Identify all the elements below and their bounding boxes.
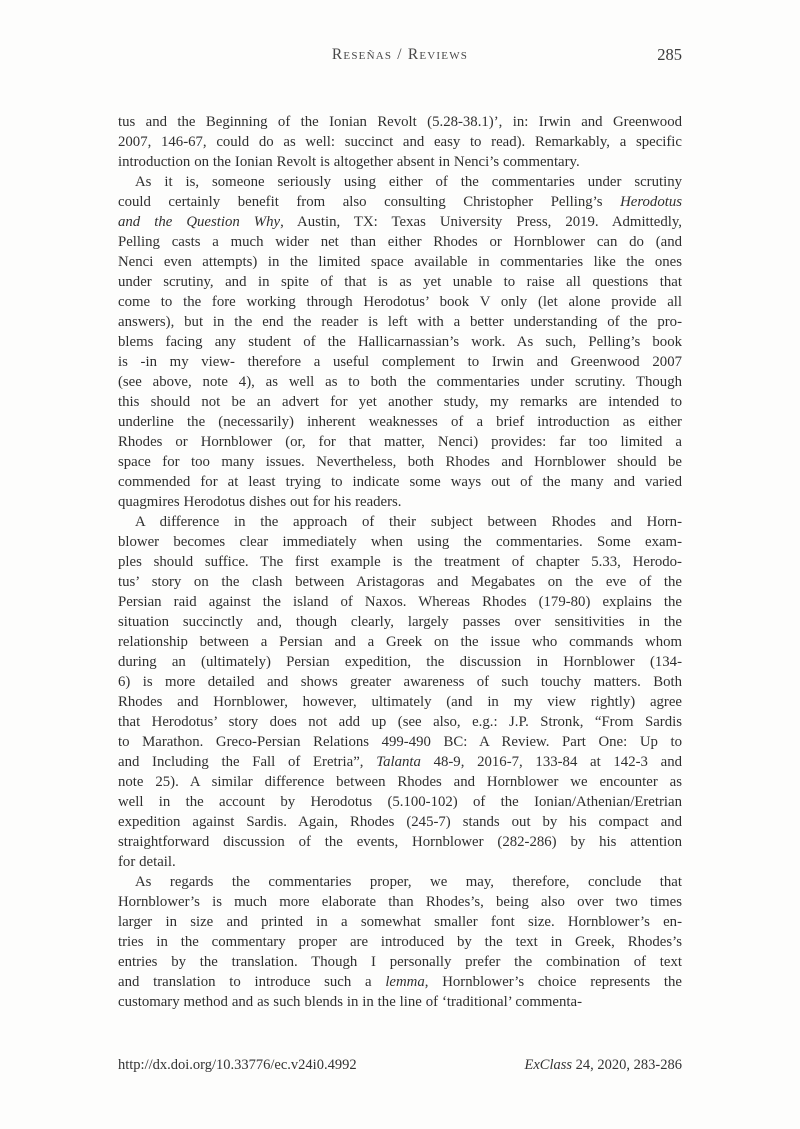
text-segment: 6) is more detailed and shows greater awareness of such touchy matters. Both [118,674,682,690]
text-line [118,572,682,592]
text-line [118,352,682,372]
text-segment: introduction on the Ionian Revolt is altogether absent in Nenci’s commentary. [118,154,580,170]
text-segment: 2007, 146-67, could do as well: succinct and easy to read). Remarkably, a specific [118,134,682,150]
text-line [118,952,682,972]
text-line [118,712,682,732]
text-line [118,892,682,912]
text-segment: this should not be an advert for yet another study, my remarks are intended to [118,394,682,410]
text-line [118,212,682,232]
text-segment: space for too many issues. Nevertheless, both Rhodes and Hornblower should be [118,454,682,470]
paragraph [118,872,682,1012]
paragraph [118,512,682,872]
text-segment: ples should suffice. The first example is the treatment of chapter 5.33, Herodo- [118,554,682,570]
paragraph [118,172,682,512]
text-line [118,932,682,952]
text-line [118,292,682,312]
text-segment: As regards the commentaries proper, we may, therefore, conclude that [135,874,682,890]
text-segment: commended for at least trying to indicate some ways out of the many and varied [118,474,682,490]
text-segment: relationship between a Persian and a Greek on the issue who commands whom [118,634,682,650]
text-segment: Pelling casts a much wider net than either Rhodes or Hornblower can do (and [118,234,682,250]
text-segment: (see above, note 4), as well as to both the commentaries under scrutiny. Though [118,374,682,390]
text-line [118,652,682,672]
doi-text: http://dx.doi.org/10.33776/ec.v24i0.4992 [118,1057,357,1073]
text-line [118,332,682,352]
text-line [118,592,682,612]
italic-text: and the Question Why [118,214,281,230]
text-segment: blower becomes clear immediately when using the commentaries. Some exam- [118,534,682,550]
italic-text: lemma [385,974,425,990]
text-segment: during an (ultimately) Persian expedition, the discussion in Hornblower (134- [118,654,682,670]
text-line [118,972,682,992]
text-line [118,372,682,392]
text-segment: 48-9, 2016-7, 133-84 at 142-3 and [420,754,682,770]
text-line [118,192,682,212]
text-line [118,792,682,812]
text-line [118,452,682,472]
italic-text: Herodotus [620,194,682,210]
text-line [118,472,682,492]
text-segment: situation succinctly and, though clearly, largely passes over sensitivities in the [118,614,682,630]
italic-text: Talanta [376,754,421,770]
text-segment: under scrutiny, and in spite of that is as yet unable to raise all questions that [118,274,682,290]
body-text [118,112,682,1012]
text-line [118,812,682,832]
text-segment: expedition against Sardis. Again, Rhodes (245-7) stands out by his compact and [118,814,682,830]
text-segment: and Including the Fall of Eretria”, [118,754,377,770]
text-segment: , Hornblower’s choice represents the [424,974,682,990]
text-line [118,832,682,852]
text-line [118,512,682,532]
text-segment: well in the account by Herodotus (5.100-102) of the Ionian/Athenian/Eretrian [118,794,682,810]
text-segment: straightforward discussion of the events, Hornblower (282-286) by his attention [118,834,682,850]
text-line [118,532,682,552]
text-line [118,632,682,652]
text-segment: tries in the commentary proper are introduced by the text in Greek, Rhodes’s [118,934,682,950]
text-segment: is -in my view- therefore a useful complement to Irwin and Greenwood 2007 [118,354,682,370]
text-segment: tus’ story on the clash between Aristagoras and Megabates on the eve of the [118,574,682,590]
text-segment: for detail. [118,854,176,870]
text-line [118,672,682,692]
text-line [118,912,682,932]
text-line [118,852,682,872]
text-line [118,252,682,272]
text-segment: Rhodes and Hornblower, however, ultimately (and in my view rightly) agree [118,694,682,710]
text-segment: entries by the translation. Though I personally prefer the combination of text [118,954,682,970]
text-line [118,112,682,132]
text-segment: could certainly benefit from also consulting Christopher Pelling’s [118,194,621,210]
text-line [118,232,682,252]
paragraph [118,112,682,172]
text-line [118,992,682,1012]
page-footer [118,1057,682,1074]
page-number: 285 [657,45,682,64]
text-segment: customary method and as such blends in in the line of ‘traditional’ commenta- [118,994,582,1010]
text-line [118,552,682,572]
text-segment: to Marathon. Greco-Persian Relations 499-490 BC: A Review. Part One: Up to [118,734,682,750]
text-line [118,412,682,432]
text-segment: 24, 2020, 283-286 [572,1057,682,1073]
text-line [118,492,682,512]
text-segment: underline the (necessarily) inherent weaknesses of a brief introduction as either [118,414,682,430]
text-segment: larger in size and printed in a somewhat smaller font size. Hornblower’s en- [118,914,682,930]
text-line [118,772,682,792]
text-segment: Nenci even attempts) in the limited space available in commentaries like the ones [118,254,682,270]
text-segment: answers), but in the end the reader is left with a better understanding of the pro- [118,314,682,330]
text-line [118,692,682,712]
text-segment: As it is, someone seriously using either of the commentaries under scrutiny [135,174,682,190]
text-segment: quagmires Herodotus dishes out for his readers. [118,494,402,510]
text-line [118,272,682,292]
section-title: Reseñas / Reviews [331,46,469,63]
text-line [118,312,682,332]
text-segment: Persian raid against the island of Naxos. Whereas Rhodes (179-80) explains the [118,594,682,610]
text-segment: Rhodes or Hornblower (or, for that matter, Nenci) provides: far too limited a [118,434,682,450]
text-line [118,152,682,172]
text-segment: Hornblower’s is much more elaborate than Rhodes’s, being also over two times [118,894,682,910]
text-line [118,732,682,752]
text-line [118,132,682,152]
text-segment: , Austin, TX: Texas University Press, 2019. Admittedly, [280,214,682,230]
text-segment: that Herodotus’ story does not add up (see also, e.g.: J.P. Stronk, “From Sardis [118,714,682,730]
text-segment: come to the fore working through Herodotus’ book V only (let alone provide all [118,294,682,310]
italic-text: ExClass [524,1057,573,1073]
text-segment: and translation to introduce such a [118,974,386,990]
text-segment: tus and the Beginning of the Ionian Revolt (5.28-38.1)’, in: Irwin and Greenwood [118,114,682,130]
text-segment: A difference in the approach of their subject between Rhodes and Horn- [135,514,682,530]
text-segment: note 25). A similar difference between Rhodes and Hornblower we encounter as [118,774,682,790]
page-header [118,46,682,66]
text-line [118,392,682,412]
text-segment: blems facing any student of the Hallicarnassian’s work. As such, Pelling’s book [118,334,682,350]
text-line [118,172,682,192]
text-line [118,752,682,772]
journal-ref [525,1057,683,1074]
text-line [118,612,682,632]
text-line [118,872,682,892]
text-line [118,432,682,452]
